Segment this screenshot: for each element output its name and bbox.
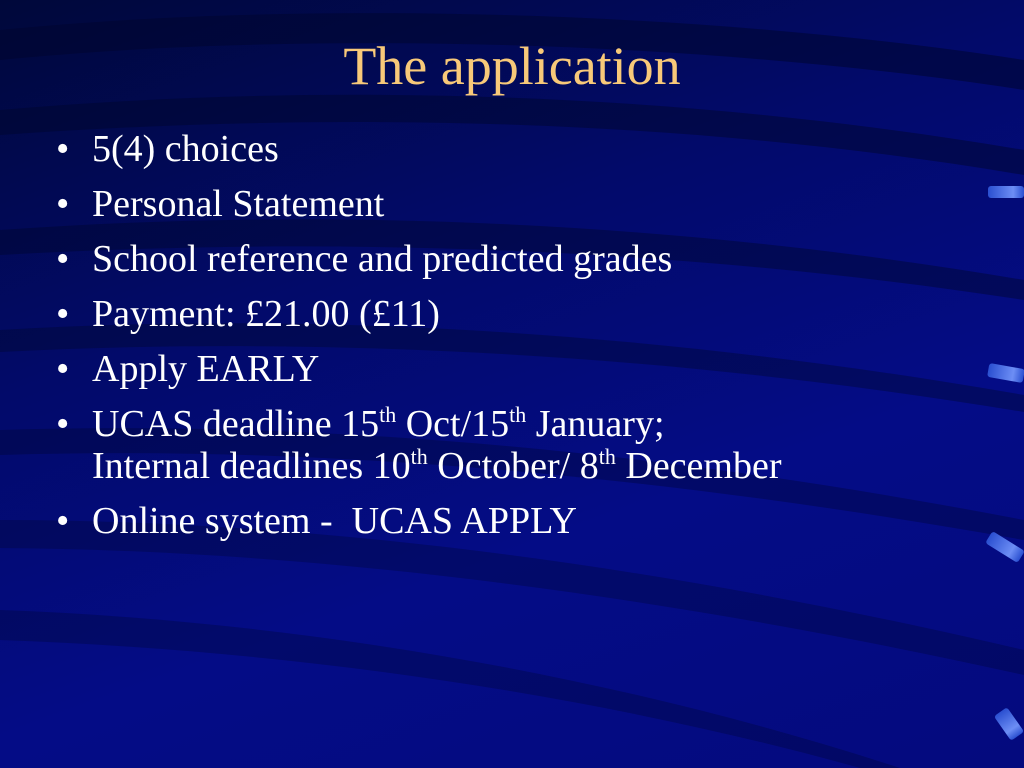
bullet-dot: • xyxy=(56,293,70,335)
bullet-item xyxy=(56,183,956,225)
ordinal-suffix: th xyxy=(598,444,616,469)
ucas-deadline-text: January; xyxy=(526,403,665,445)
ordinal-suffix: th xyxy=(410,444,428,469)
ucas-deadline-line xyxy=(92,403,665,445)
bullet-item xyxy=(56,238,956,280)
ucas-deadline-text: Oct/15 xyxy=(396,403,510,445)
bullet-item xyxy=(56,500,956,542)
bullet-item xyxy=(56,128,956,170)
bullet-dot: • xyxy=(56,348,70,390)
bullet-text: School reference and predicted grades xyxy=(92,238,673,280)
bullet-text: Payment: £21.00 (£11) xyxy=(92,293,440,335)
bullet-dot: • xyxy=(56,500,70,542)
slide-title: The application xyxy=(343,36,681,96)
bullet-item-deadlines xyxy=(56,403,956,487)
internal-deadline-line xyxy=(92,445,782,487)
edge-accent-mark xyxy=(988,186,1024,198)
internal-deadline-text: December xyxy=(615,445,782,487)
bullet-item xyxy=(56,293,956,335)
bullet-dot: • xyxy=(56,403,70,445)
ordinal-suffix: th xyxy=(509,402,527,427)
bullet-dot: • xyxy=(56,238,70,280)
internal-deadline-text: Internal deadlines 10 xyxy=(92,445,411,487)
bullet-list xyxy=(56,128,956,555)
bullet-dot: • xyxy=(56,183,70,225)
bullet-text: 5(4) choices xyxy=(92,128,279,170)
ucas-deadline-text: UCAS deadline 15 xyxy=(92,403,380,445)
internal-deadline-text: October/ 8 xyxy=(427,445,599,487)
bullet-text: Personal Statement xyxy=(92,183,385,225)
bullet-text: Apply EARLY xyxy=(92,348,320,390)
swoosh-7 xyxy=(0,610,900,768)
bullet-text: Online system - UCAS APPLY xyxy=(92,500,577,542)
ordinal-suffix: th xyxy=(379,402,397,427)
bullet-item xyxy=(56,348,956,390)
bullet-dot: • xyxy=(56,128,70,170)
